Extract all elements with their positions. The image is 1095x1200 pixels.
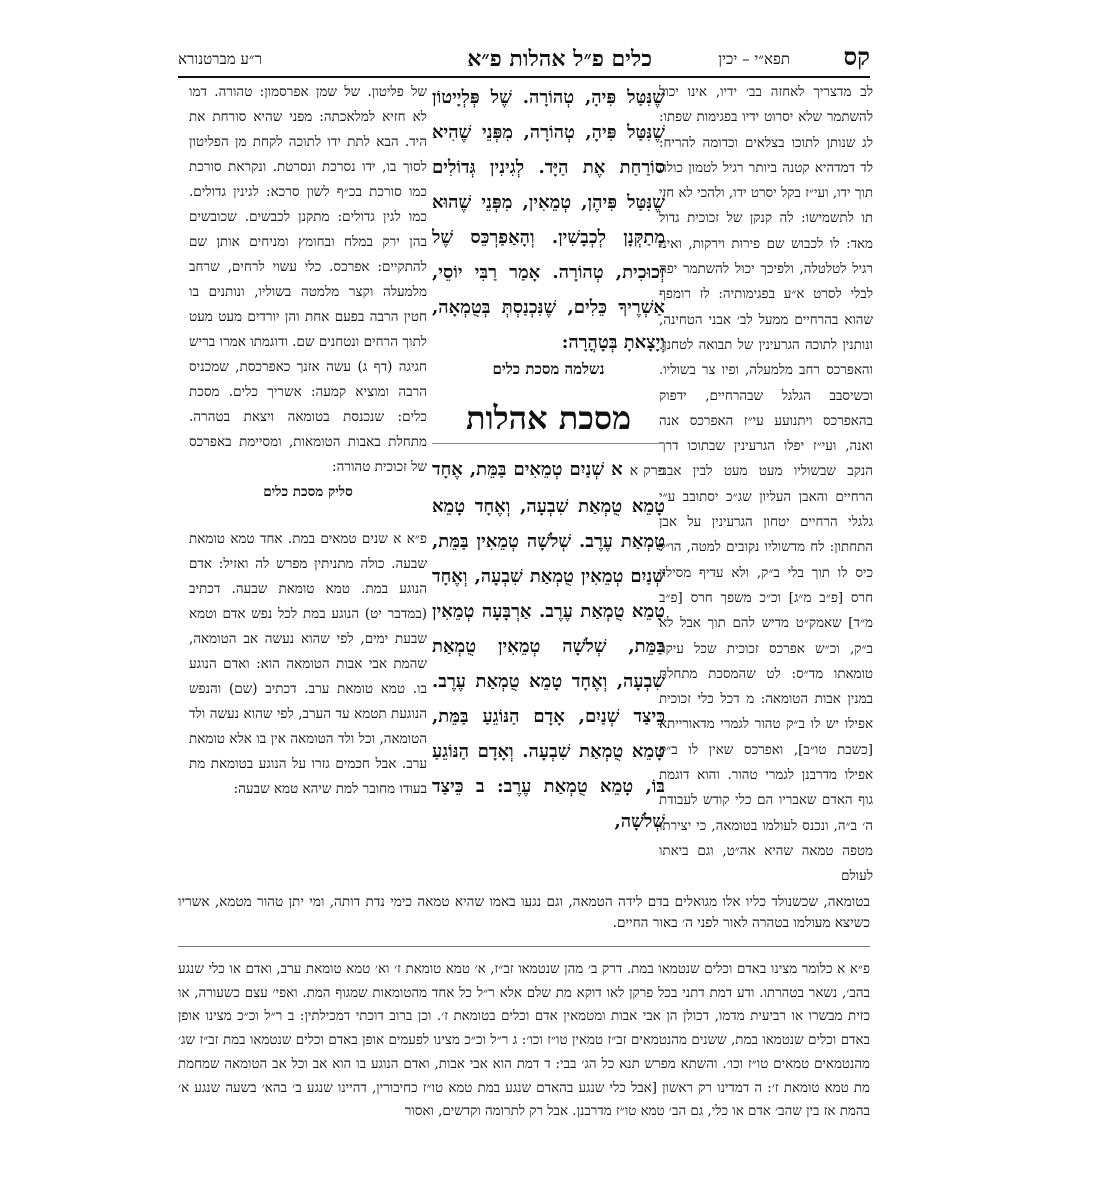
header-folio: תפא״י – יכין — [718, 50, 790, 68]
mishnah-b-text: ב כֵּיצַד שְׁלֹשָׁה, — [432, 776, 665, 832]
bartenura-ohalot-text: פ״א א שנים טמאים במת. אחד טמא טומאת שבעה. כולה מתניתין מפרש לה ואזיל: אדם הנוגע במת. טמא טומאת שבעה. דכתיב (במדבר יט) הנוגע במת לכל נפש אדם וטמא שבעת ימים, לפי שהוא נעשה אב הטומאה, שהמת אבי אבות הטומאה הוא: ואדם הנוגע בו. טמא טומאת ערב. דכתיב (שם) והנפש הנוגעת תטמא עד הערב, לפי שהוא נעשה ולד הטומאה, וכל ולד הטומאה אין בו אלא טומאת ערב. אבל חכמים גזרו על הנוגע בטומאת מת בעודו מחובר למת שיהא טמא שבעה: — [189, 531, 427, 797]
tractate-end-note: נשלמה מסכת כלים — [492, 360, 605, 378]
page-title: כלים פ״ל אהלות פ״א — [467, 46, 652, 72]
footnotes-section — [178, 958, 870, 1158]
mishnah-column — [432, 80, 665, 888]
footnote-text: פ״א א כלומר מצינו באדם וכלים שנטמאו במת. דרק ב׳ מהן שנטמאו זב״ז, א׳ טמא טומאת ז׳ וא׳ טמא טומאת ערב, ואדם או כלי שנגע בהב׳, נשאר בטהרתו. ודע דמת דתני בכל פרקן לאו דוקא מת שלם אלא ר״ל כל אחד מהטומאות שמגוף המת. ואפי׳ עצם כשעורה, או כזית מבשרו או רביעית מדמו, דכולן הן אבי אבות ומטמאין אדם וכלים בטומאת ז׳. וכן ברוב דוכתי דמכילתין: ב ר״ל וכ״כ מצינו אופן באדם וכלים שנטמאו במת, ששנים מהנטמאים זב״ז טמאין טו״ז וכו׳: ג ר״ל וכ״כ מצינו לפעמים אופן באדם וכלים שנטמאו במת זב״ז שג׳ מהנטמאים טמאים טו״ז וכו׳. והשתא מפרש תנא כל הג׳ בבי: ד דמת הוא אבי אבות, ואדם הנוגע בו הוא אב וכל אב הטומאה שמחמת מת טמא טומאת ז׳: ה דמדינו רק ראשון [אבל כלי שנגע בהאדם שנגע במת טמא טו״ז כחיבורין, דהיינו שנגע ב׳ בהא׳ בשעה שנגע א׳ בהמת אז בין שהב׳ אדם או כלי, גם הב׳ טמא טו״ז מדרבנן. אבל רק לתרומה וקדשים, ואסור — [178, 962, 870, 1120]
running-header — [178, 44, 870, 78]
tractate-title: מסכת אהלות — [432, 399, 665, 444]
tiferet-yisrael-text: לב מדצריך לאחזה בב׳ ידיו, אינו יכול להשתמר שלא יסרוט ידיו בפגימות שפתו: לג שנותן לתוכו בצלאים וכדומה להריח: לד דמדהיא קטנה ביותר רגיל לטמון כולה תוך ידו, ועי״ז בקל יסרט ידו, ולהכי לא חזי תו לתשמישו: לה קנקן של זכוכית גדול מאד: לו לכבוש שם פירות וירקות, ואינו רגיל לטלטלה, ולפיכך יכול להשתמר יפה לבלי לסרט א״ע בפגימותיה: לז רומפף שהוא בהרחיים ממעל לב׳ אבני הטחינה, ונותנין לתוכה הגרעינין של תבואה לטחנן. והאפרכס רחב מלמעלה, ופיו צר בשוליו. וכשיסבב הגלגל שבהרחיים, ידפוק בהאפרכס ויתנועע עי״ז האפרכס אנה ואנה, ועי״ז יפלו הגרעינין שבתוכו דרך הנקב שבשוליו מעט מעט לבין אבני הרחיים והאבן העליון שג״כ יסתובב ע״י גלגלי הרחיים יטחון הגרעינין על אבן התחתון: לח מדשוליו נקובים למטה, הו״ל כיס לו תוך בלי ב״ק, ולא עדיף מסילון חרס [פ״ב מ״ג] וכ״כ משפך חרס [פ״ב מ״ד] שאמק״ט מדיש להם תוך אבל לא ב״ק, וכ״ש אפרכס זכוכית שכל עיקר טומאתו מד״ס: לט שהמסכת מתחלת במנין אבות הטומאה: מ דכל כלי זכוכית אפילו יש לו ב״ק טהור לגמרי מדאורייתא [כשבת טו״ב], ואפרכס שאין לו ב״ק אפילו מדרבנן לגמרי טהור. והוא דוגמת גוף האדם שאבריו הם כלי קודש לעבודת ה׳ ב״ה, ונכנס לעולמו בטומאה, כי יצירתו מטפה טמאה שהיא אה״ט, וגם ביאתו לעולם — [659, 85, 873, 885]
chapter-label: פרק א — [629, 463, 665, 479]
bottom-continuation: בטומאה, שכשנולד כליו אלו מגואלים בדם לידה הטמאה, וגם נגעו באמו שהיא טמאה כימי נדת דותה, ומי יתן טהור מטמא, אשריו כשיצא מעולמו בטהרה לאור לפני ה׳ באור החיים. — [178, 894, 870, 931]
header-commentary-name: ר״ע מברטנורא — [178, 50, 262, 68]
tiferet-yisrael-column — [659, 80, 873, 888]
bartenura-column — [189, 80, 427, 888]
bartenura-kelim-text: של פליטון. של שמן אפרסמון: טהורה. דמו לא חזיא למלאכתה: מפני שהיא סורחת את היד. הבא לתת ידו לתוכה לקחת מן הפליטון לסוך בו, ידו נסרכת ונסרטת. ונקראת סורכת כמו סורכת בכ״ף לשון סרכא: לגינין גדולים. כמו לגין גדולים: מתקנן לכבשים. שכובשים בהן ירק במלח ובחומץ ומניחים אותן שם להתקיים: אפרכס. כלי עשוי לרחים, שרחב מלמעלה וקצר מלמטה בשוליו, ונותנים בו חטין הרבה בפעם אחת והן יורדים מעט מעט לתוך הרחים ונטחנים שם. ודוגמתו אמרו בריש חגיגה (דף ג) עשה אזנך כאפרכסת, שמכניס הרבה ומוציא קמעה: אשריך כלים. מסכת כלים: שנכנסת בטומאה ויצאת בטהרה. מתחלת באבות הטומאות, ומסיימת באפרכס של זכוכית טהורה: — [189, 84, 427, 475]
mishnah-kelim-end: שֶׁנִּטַּל פִּיהָ, טְהוֹרָה. שֶׁל פְּלְיָיטוֹן שֶׁנִּטַּל פִּיהָ, טְהוֹרָה, מִפְּנֵי שֶׁהִיא סוֹרַחַת אֶת הַיָּד. לְגִינִין גְּדוֹלִים שֶׁנִּטַּל פִּיהֶן, טְמֵאִין, מִפְּנֵי שֶׁהוּא מְתַקְּנָן לְכְבָשִׁין. וְהָאַפַרְכֵּס שֶׁל זְכוּכִית, טְהוֹרָה. אָמַר רַבִּי יוֹסֵי, אַשְׁרֶיךָ כֵּלִים, שֶׁנִּכְנַסְתְּ בְּטֻמְאָה, וְיָצָאתָ בְּטָהֳרָה: — [432, 87, 665, 353]
mishnah-ohalot-1-1 — [432, 452, 665, 839]
mishnah-a-text: א שְׁנַיִם טְמֵאִים בַּמֵּת, אֶחָד טָמֵא טֻמְאַת שִׁבְעָה, וְאֶחָד טָמֵא טֻמְאַת עֶרֶב. שְׁלֹשָׁה טְמֵאִין בַּמֵּת, שְׁנַיִם טְמֵאִין טֻמְאַת שִׁבְעָה, וְאֶחָד טָמֵא טֻמְאַת עֶרֶב. אַרְבָּעָה טְמֵאִין בַּמֵּת, שְׁלֹשָׁה טְמֵאִין טֻמְאַת שִׁבְעָה, וְאֶחָד טָמֵא טֻמְאַת עֶרֶב. כֵּיצַד שְׁנַיִם, אָדָם הַנּוֹגֵעַ בַּמֵּת, טָמֵא טֻמְאַת שִׁבְעָה. וְאָדָם הַנּוֹגֵעַ בּוֹ, טָמֵא טֻמְאַת עֶרֶב: — [432, 459, 665, 797]
page-number: קס — [843, 42, 870, 71]
bartenura-closing: סליק מסכת כלים — [263, 484, 353, 500]
footnote-divider — [178, 946, 870, 947]
